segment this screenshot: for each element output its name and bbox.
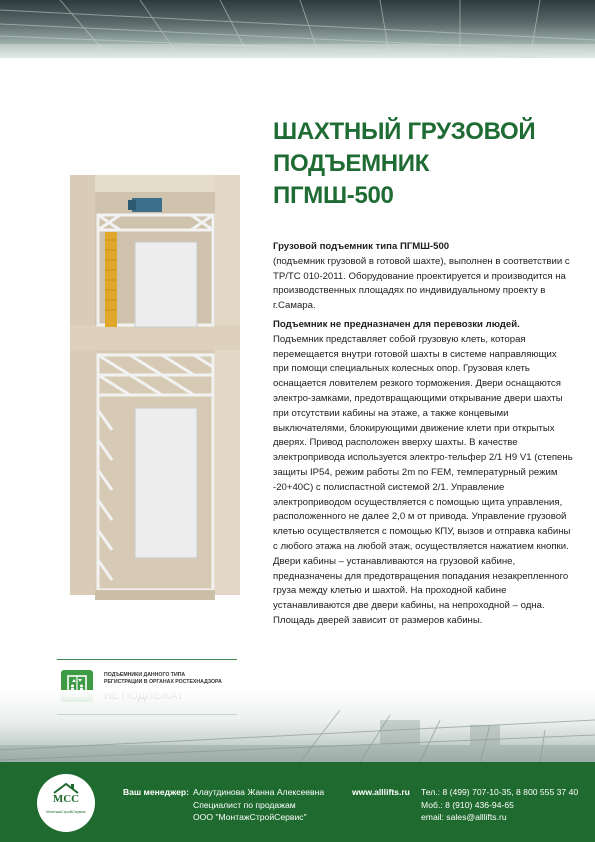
logo-subtext: МонтажСтройСервис xyxy=(46,809,86,814)
header-photo-banner xyxy=(0,0,595,58)
mobile-number[interactable]: Моб.: 8 (910) 436-94-65 xyxy=(421,799,514,810)
page-title xyxy=(273,116,573,212)
notice-caption xyxy=(104,672,222,686)
manager-label: Ваш менеджер: xyxy=(123,787,189,797)
skylight-roof-graphic xyxy=(0,0,595,58)
company-name: ООО "МонтажСтройСервис" xyxy=(193,812,307,822)
construction-photo-graphic xyxy=(0,690,595,762)
email-address[interactable]: email: sales@alllifts.ru xyxy=(421,812,507,822)
manager-role: Специалист по продажам xyxy=(193,799,296,810)
product-type-text: (подъемник грузовой в готовой шахте), выполнен в соответствии с ТР/ТС 010-2011. Оборудование проектируется и производится на производственных площадях по индивидуальному проекту в г.Самара. xyxy=(273,255,570,312)
title-line-1: ШАХТНЫЙ ГРУЗОВОЙ xyxy=(273,118,536,145)
footer xyxy=(0,762,595,842)
description-paragraph-1 xyxy=(273,240,573,314)
product-type-heading: Грузовой подъемник типа ПГМШ-500 xyxy=(273,241,450,252)
title-line-2: ПОДЪЕМНИК xyxy=(273,150,430,177)
company-logo xyxy=(37,774,95,832)
website-link[interactable]: www.alllifts.ru xyxy=(352,787,410,797)
notice-line-2: РЕГИСТРАЦИИ В ОРГАНАХ РОСТЕХНАДЗОРА xyxy=(104,679,222,685)
manager-name: Алаутдинова Жанна Алексеевна xyxy=(193,787,325,797)
footer-photo-banner xyxy=(0,690,595,762)
not-for-people-heading: Подъемник не предназначен для перевозки людей. xyxy=(273,318,520,330)
lift-illustration xyxy=(50,170,255,610)
description xyxy=(273,240,573,633)
logo-text: МСС xyxy=(52,793,80,805)
shaft-lift-drawing xyxy=(50,170,255,610)
notice-line-1: ПОДЪЕМНИКИ ДАННОГО ТИПА xyxy=(104,672,186,678)
phone-numbers[interactable]: Тел.: 8 (499) 707-10-35, 8 800 555 37 40 xyxy=(421,787,579,797)
design-description-text: Подъемник представляет собой грузовую клеть, которая перемещается внутри готовой шахты в системе направляющих при помощи специальных колесных опор. Грузовая клеть оснащается ловителем резкого торможения. Двери оснащаются электро-замками, предотвращающими открывание двери шахты при отсутствии кабины на этаже, а также концевыми выключателями, блокирующими движение клети при открытых дверях. Привод расположен вверху шахты. В качестве электропривода используется электро-тельфер 2/1 H9 V1 (степень защиты IP54, режим работы 2m по FEM, температурный режим -20+40С) с полиспастной системой 2/1. Управление электроприводом осуществляется с помощью щита управления, расположенного не далее 2,0 м от привода. Управление грузовой клетью осуществляется с помощью КПУ, вызов и отправка кабины с любого этажа на любой этаж, осуществляется нажатием кнопки. Двери кабины – устанавливаются на грузовой кабине, предназначены для предотвращения попадания незакрепленного груза между клетью и шахтой. На проходной кабине устанавливаются две двери кабины, на непроходной – одна. Площадь дверей зависит от размеров кабины. xyxy=(273,333,573,626)
description-paragraph-2 xyxy=(273,318,573,629)
title-line-3: ПГМШ-500 xyxy=(273,182,394,209)
